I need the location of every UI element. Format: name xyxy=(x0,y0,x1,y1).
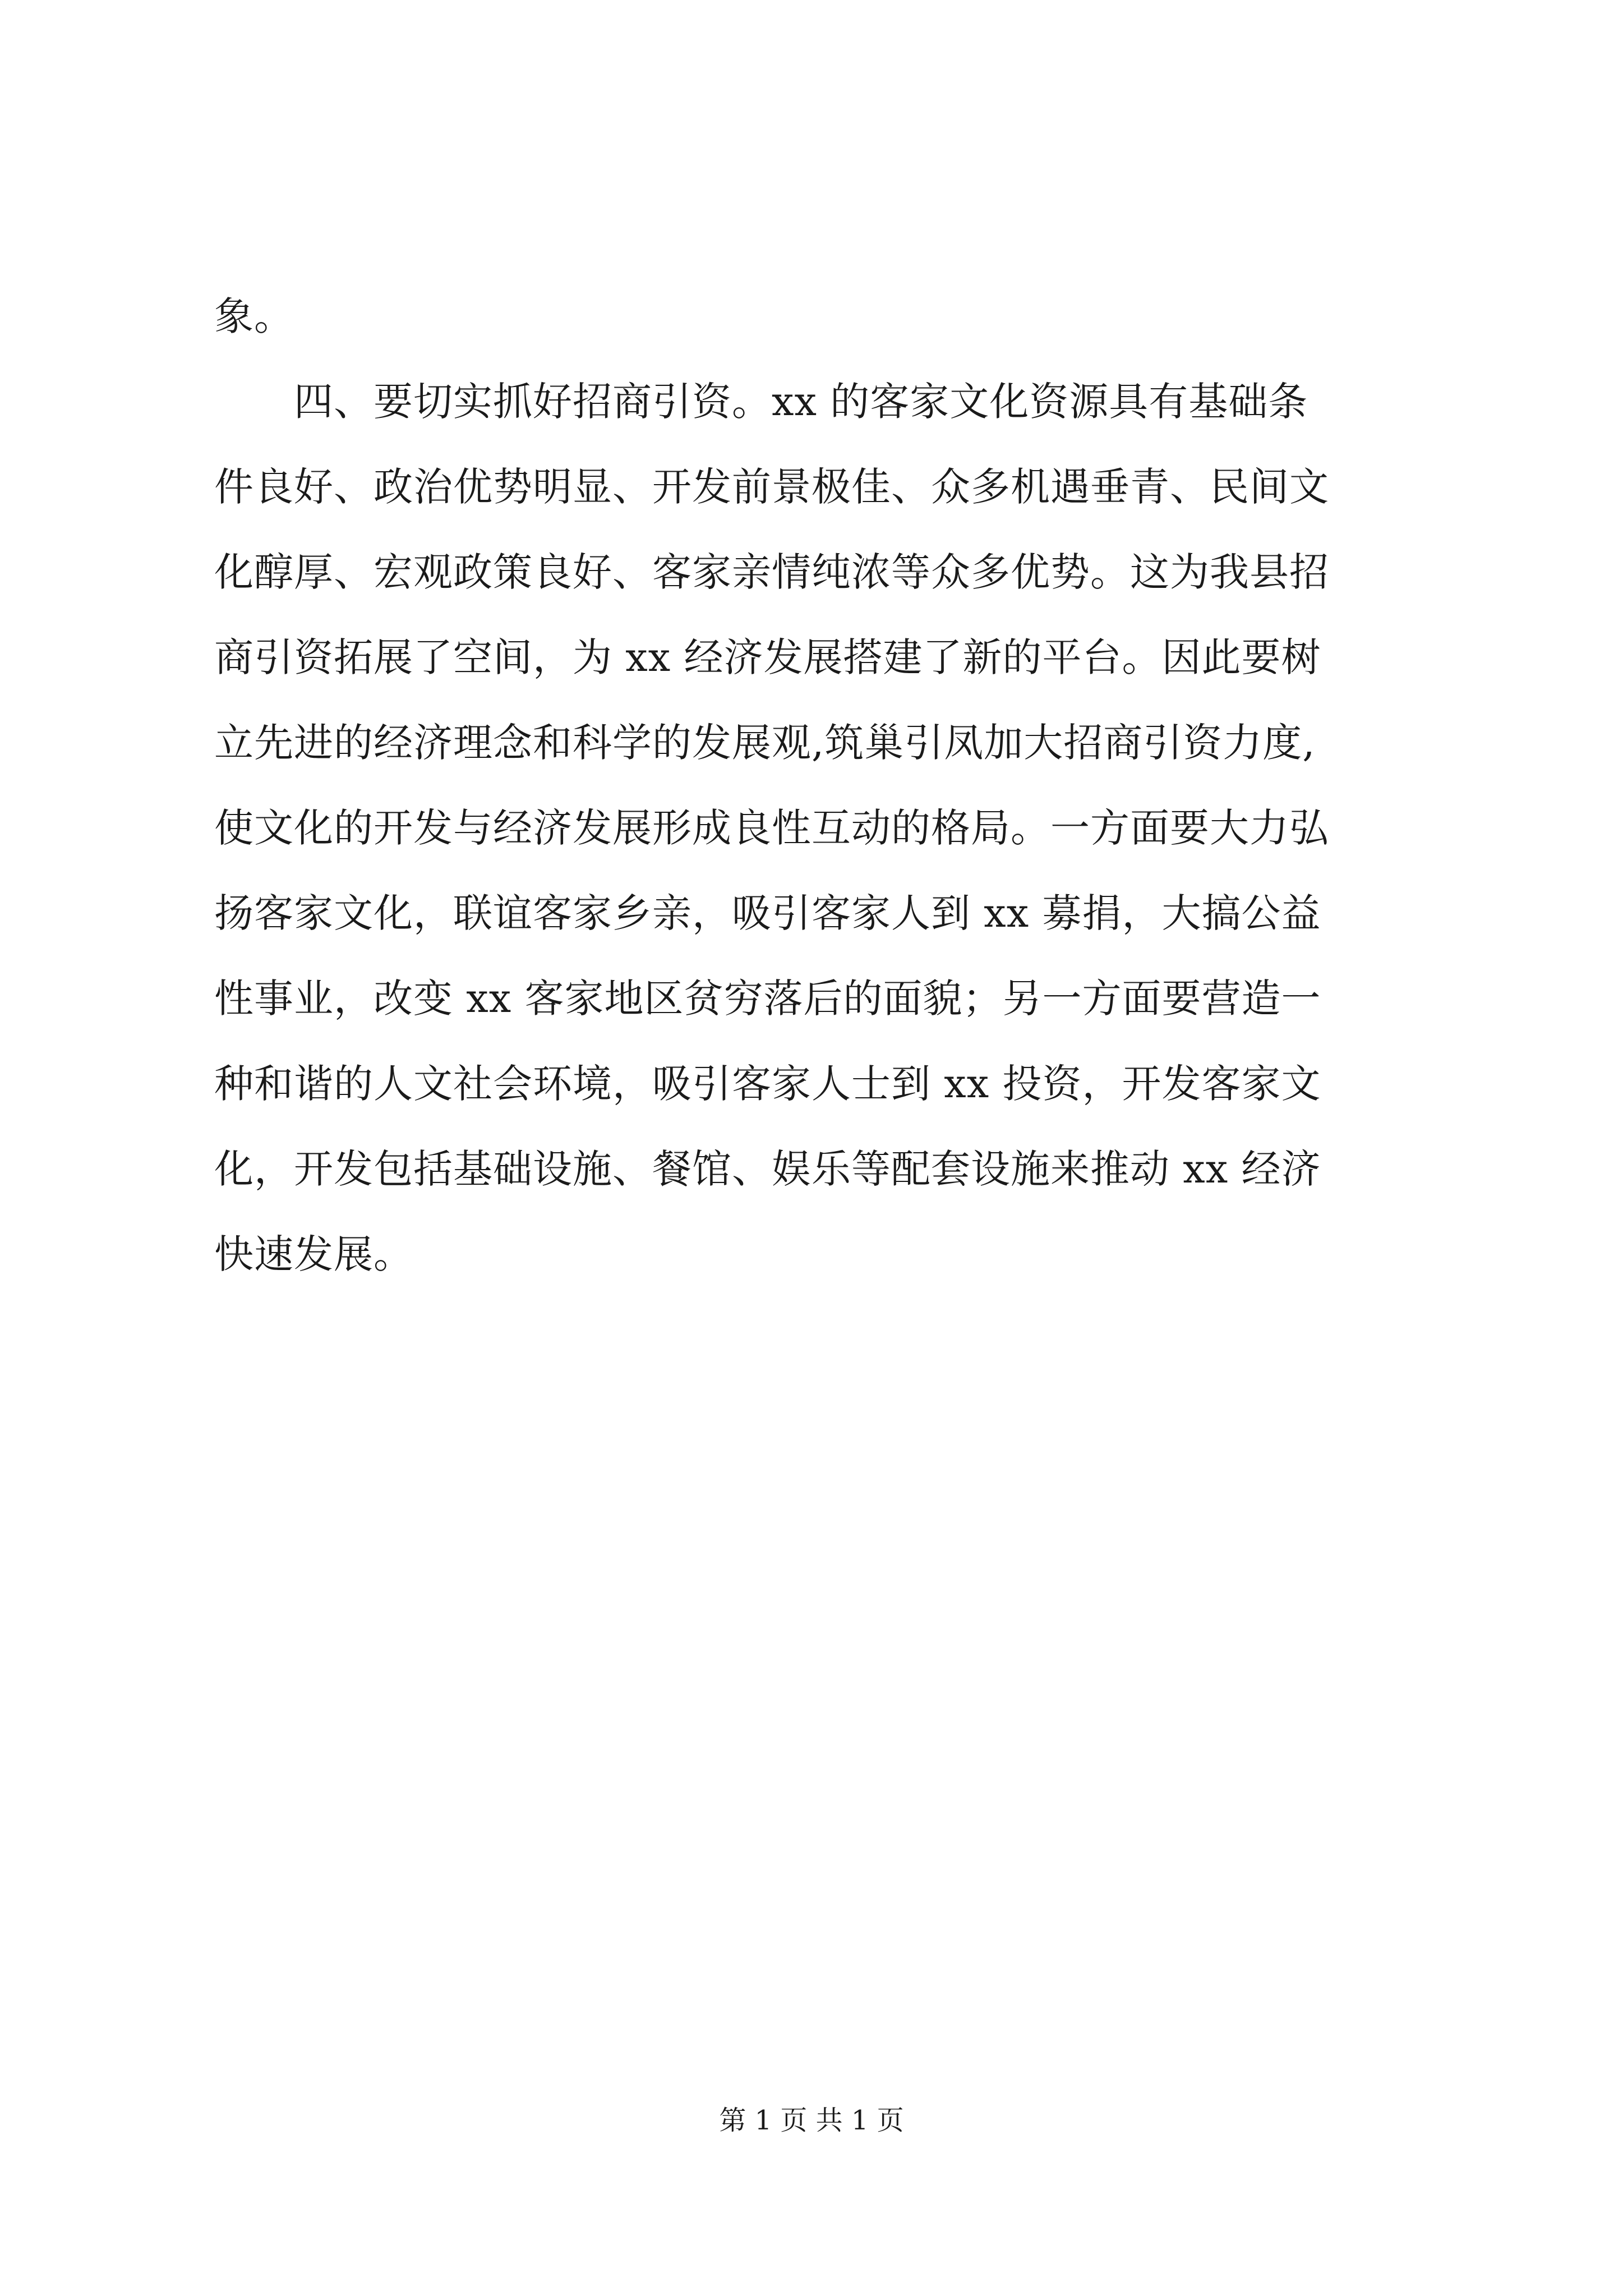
text-line: 种和谐的人文社会环境，吸引客家人士到 xx 投资，开发客家文 xyxy=(214,1061,1321,1107)
text-line: 使文化的开发与经济发展形成良性互动的格局。一方面要大力弘 xyxy=(214,805,1329,851)
text-line: 化醇厚、宏观政策良好、客家亲情纯浓等众多优势。这为我县招 xyxy=(214,549,1329,595)
text-line: 件良好、政治优势明显、开发前景极佳、众多机遇垂青、民间文 xyxy=(214,464,1329,510)
text-line: 扬客家文化，联谊客家乡亲，吸引客家人到 xx 募捐，大搞公益 xyxy=(214,890,1321,936)
text-line: 性事业，改变 xx 客家地区贫穷落后的面貌；另一方面要营造一 xyxy=(214,976,1321,1022)
page-footer xyxy=(0,2098,1623,2143)
text-line: 四、要切实抓好招商引资。xx 的客家文化资源具有基础条 xyxy=(214,379,1308,425)
body-paragraph xyxy=(214,274,1414,1297)
page-number: 第 1 页 共 1 页 xyxy=(719,2105,904,2136)
text-line: 化，开发包括基础设施、餐馆、娱乐等配套设施来推动 xx 经济 xyxy=(214,1146,1321,1192)
text-line: 快速发展。 xyxy=(214,1231,413,1277)
text-line: 立先进的经济理念和科学的发展观,筑巢引凤加大招商引资力度, xyxy=(214,720,1316,766)
text-line: 商引资拓展了空间，为 xx 经济发展搭建了新的平台。因此要树 xyxy=(214,634,1321,680)
text-line: 象。 xyxy=(214,293,294,339)
